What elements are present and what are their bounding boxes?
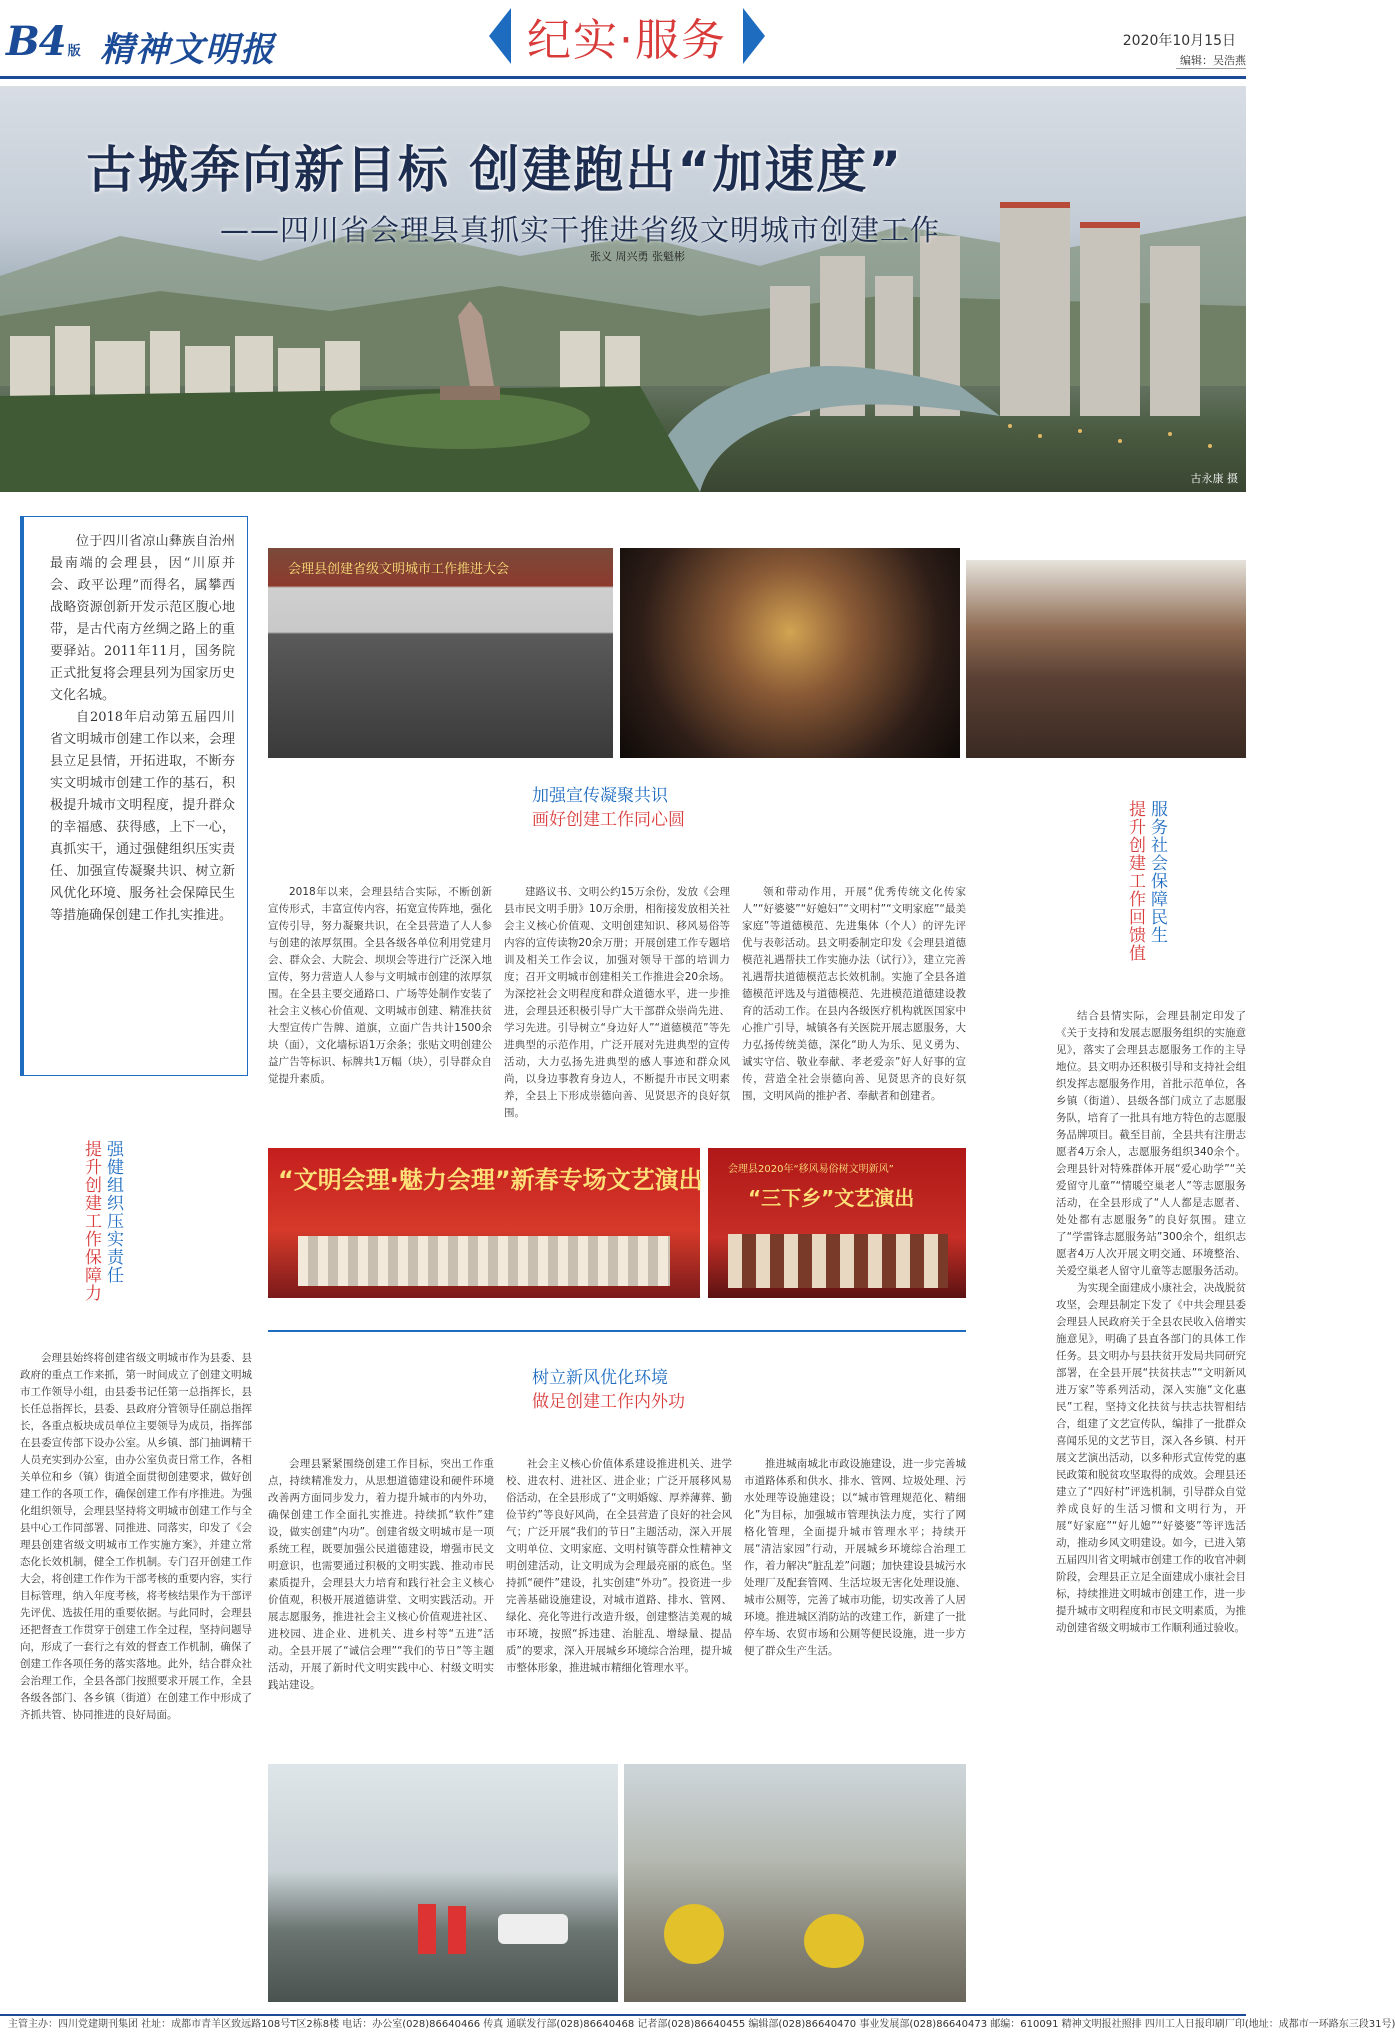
right-banner-subtitle: 会理县2020年“移风易俗树文明新风” — [728, 1164, 894, 1175]
intro-text — [50, 531, 235, 927]
right-banner-title: “三下乡”文艺演出 — [748, 1186, 915, 1210]
intro-box — [20, 516, 248, 1076]
column-text: 推进城南城北市政设施建设，进一步完善城市道路体系和供水、排水、管网、垃圾处理、污水处理等设施建设；以“城市管理规范化、精细化”为目标，加强城市管理执法力度，实行了网格化管理，全面提升城市管理水平；持续开展“清洁家园”行动，开展城乡环境综合治理工作，着力解决“脏乱差”问题；加快建设县城污水处理厂及配套管网、生活垃圾无害化处理设施、城市公厕等，完善了城市功能，切实改善了人居环境。推进城区消防站的改建工作，新建了一批停车场、农贸市场和公厕等便民设施，进一步方便了群众生产生活。 — [744, 1458, 966, 1657]
propaganda-column-1 — [268, 884, 492, 1146]
column-text: 领和带动作用，开展“优秀传统文化传家人”“好婆婆”“好媳妇”“文明村”“文明家庭”“最美家庭”等道德模范、先进集体（个人）的评先评优与表彰活动。县文明委制定印发《会理县道德模范礼遇帮扶工作实施办法（试行）》，建立完善礼遇帮扶道德模范志长效机制。实施了全县各道德模范评选及与道德模范、先进模范道德建设教育的活动工作。在县内各级医疗机构就医国家中心推广引导，城镇各有关医院开展志愿服务，大力弘扬传统美德，深化“助人为乐、见义勇为、诚实守信、敬业奉献、孝老爱亲”好人好事的宣传，营造全社会崇德向善、见贤思齐的良好氛围，文明风尚的推护者、奉献者和创建者。 — [742, 886, 966, 1102]
page-headline: 古城奔向新目标 创建跑出“加速度” — [86, 141, 904, 199]
page-header — [0, 0, 1246, 80]
section-label: 纪实·服务 — [527, 15, 727, 66]
lion-dance-photo — [624, 1764, 966, 2002]
performers-row — [728, 1234, 948, 1288]
meeting-banner-text: 会理县创建省级文明城市工作推进大会 — [288, 562, 510, 577]
column-text: 社会主义核心价值体系建设推进机关、进学校、进农村、进社区、进企业；广泛开展移风易俗活动，在全县形成了“文明婚嫁、厚养薄葬、勤俭节约”等良好风尚，在全县营造了良好的社会风气；广泛开展“我们的节日”主题活动，深入开展文明单位、文明家庭、文明村镇等群众性精神文明创建活动，让文明成为会理最亮丽的底色。坚持抓“硬件”建设，扎实创建“外功”。投资进一步完善基础设施建设，对城市道路、排水、管网、绿化、亮化等进行改造升级，创建整洁美观的城市环境，按照“拆违建、治脏乱、增绿量、提品质”的要求，深入开展城乡环境综合治理，提升城市整体形象，推进城市精细化管理水平。 — [506, 1458, 732, 1674]
intro-paragraph: 自2018年启动第五届四川省文明城市创建工作以来，会理县立足县情，开拓进取，不断夯实文明城市创建工作的基石，积极提升城市文明程度，提升群众的幸福感、获得感，上下一心，真抓实干，通过强健组织压实责任、加强宣传凝聚共识、树立新风优化环境、服务社会保障民生等措施确保创建工作扎实推进。 — [50, 710, 235, 923]
volunteer-figure — [418, 1904, 436, 1954]
service-vertical-heading — [1124, 800, 1168, 1000]
organization-column-2 — [268, 1456, 494, 1756]
issue-date: 2020年10月15日 — [1122, 33, 1236, 49]
car-shape — [498, 1914, 568, 1944]
chevron-left-icon — [489, 8, 511, 64]
organization-column-3 — [506, 1456, 732, 1756]
section-divider — [268, 1330, 966, 1332]
lion-dancer-shape — [664, 1904, 724, 1964]
service-vhead-line1: 服务社会保障民生 — [1147, 800, 1167, 944]
propaganda-head-line1: 加强宣传凝聚共识 — [532, 786, 668, 806]
newspaper-name: 精神文明报 — [100, 30, 275, 70]
meeting-photo — [268, 548, 613, 758]
column-text: 2018年以来，会理县结合实际，不断创新宣传形式，丰富宣传内容，拓宽宣传阵地，强化宣传引导，努力凝聚共识，在全县营造了人人参与创建的浓厚氛围。全县各级各单位利用党建月会、群众会、大院会、坝坝会等进行广泛深入地宣传，努力营造人人参与文明城市创建的浓厚氛围。在全县主要交通路口、广场等处制作安装了社会主义核心价值观、文明城市创建、精准扶贫大型宣传广告牌、道旗，立面广告共计1500余块（面），文化墙标语1万余条；张贴文明创建公益广告等标识、标牌共1万幅（块），引导群众自觉提升素质。 — [268, 886, 492, 1085]
propaganda-head-line2: 画好创建工作同心圆 — [532, 810, 685, 830]
environment-head-line1: 树立新风优化环境 — [532, 1368, 668, 1388]
propaganda-subhead — [532, 784, 685, 832]
lion-dancer-shape — [804, 1914, 864, 1968]
page-subheadline: ——四川省会理县真抓实干推进省级文明城市创建工作 — [220, 213, 941, 247]
organization-vhead-line1: 强健组织压实责任 — [103, 1140, 123, 1284]
column-text: 会理县紧紧围绕创建工作目标，突出工作重点，持续精准发力，从思想道德建设和硬件环境改善两方面同步发力，着力提升城市的内外功，确保创建工作全面扎实推进。持续抓“软件”建设，做实创建“内功”。创建省级文明城市是一项系统工程，既要加强公民道德建设，增强市民文明意识，也需要通过积极的文明实践、推动市民素质提升，会理县大力培育和践行社会主义核心价值观，积极开展道德讲堂、文明实践活动。开展志愿服务，推进社会主义核心价值观进社区、进校园、进企业、进机关、进乡村等“五进”活动。全县开展了“诚信会理”“我们的节日”等主题活动，开展了新时代文明实践中心、村级文明实践站建设。 — [268, 1458, 494, 1691]
performers-row — [298, 1236, 670, 1286]
countryside-performance-photo — [708, 1148, 966, 1298]
intro-paragraph: 位于四川省凉山彝族自治州最南端的会理县，因“川原并会、政平讼理”而得名，属攀西战略资源创新开发示范区腹心地带，是古代南方丝绸之路上的重要驿站。2011年11月，国务院正式批复将会理县列为国家历史文化名城。 — [50, 534, 235, 703]
hero-photo — [0, 86, 1246, 492]
propaganda-column-3 — [742, 884, 966, 1146]
left-banner-title: “文明会理·魅力会理”新春专场文艺演出 — [278, 1166, 703, 1194]
page-number: B4 版 — [6, 18, 80, 65]
organization-vhead-line2: 提升创建工作保障力 — [81, 1140, 101, 1302]
service-column-1 — [1056, 1008, 1246, 2008]
volunteer-figure — [448, 1906, 466, 1954]
service-vhead-line2: 提升创建工作回馈值 — [1125, 800, 1145, 962]
column-text: 为实现全面建成小康社会，决战脱贫攻坚，会理县制定下发了《中共会理县委会理县人民政府关于全县农民收入倍增实施意见》，明确了县直各部门的具体工作任务。县文明办与县扶贫开发局共同研究部署，在全县开展“扶贫扶志”“文明新风进万家”等系列活动，深入实施“文化惠民”工程，坚持文化扶贫与扶志扶智相结合，组建了文艺宣传队，编排了一批群众喜闻乐见的文艺节目，深入各乡镇、村开展文艺演出活动，以多种形式宣传党的惠民政策和脱贫攻坚取得的成效。会理县还建立了“四好村”评选机制，引导群众自觉养成良好的生活习惯和文明行为，开展“好家庭”“好儿媳”“好婆婆”等评选活动，推动乡风文明建设。如今，已进入第五届四川省文明城市创建工作的收官冲刺阶段，会理县正立足全面建成小康社会目标，持续推进文明城市创建工作，进一步提升城市文明程度和市民文明素质，为推动创建省级文明城市工作顺利通过验收。 — [1056, 1282, 1246, 1634]
environment-head-line2: 做足创建工作内外功 — [532, 1392, 685, 1412]
organization-column-4 — [744, 1456, 966, 1756]
column-text: 会理县始终将创建省级文明城市作为县委、县政府的重点工作来抓，第一时间成立了创建文明城市工作领导小组，由县委书记任第一总指挥长，县长任总指挥长，县委、县政府分管领导任副总指挥长，各重点板块成员单位主要领导为成员，指挥部在县委宣传部下设办公室。从乡镇、部门抽调精干人员充实到办公室，由办公室负责日常工作，各相关单位和乡（镇）街道全面贯彻创建要求，做好创建工作的各项工作，确保创建工作有序推进。为强化组织领导，会理县坚持将文明城市创建工作与全县中心工作同部署、同推进、同落实，印发了《会理县创建省级文明城市工作实施方案》，并建立常态化长效机制，健全工作机制。专门召开创建工作大会，将创建工作作为干部考核的重要内容，实行目标管理，纳入年度考核，将考核结果作为干部评先评优、选拔任用的重要依据。与此同时，会理县还把督查工作贯穿于创建工作全过程，坚持问题导向，形成了一套行之有效的督查工作机制，确保了创建工作各项任务的落实落地。此外，结合群众社会治理工作，全县各部门按照要求开展工作，全县各级各部门、各乡镇（街道）在创建工作中形成了齐抓共管、协同推进的良好局面。 — [20, 1352, 252, 1721]
section-title — [467, 6, 787, 66]
organization-column-1 — [20, 1350, 252, 2010]
column-text: 建路议书、文明公约15万余份，发放《会理县市民文明手册》10万余册，相衔接发放相关社会主义核心价值观、文明创建知识、移风易俗等内容的宣传读物20余万册；开展创建工作专题培训及相关工作会议，加强对领导干部的培训力度；召开文明城市创建相关工作推进会20余场。为深挖社会文明程度和群众道德水平，进一步推进，会理县还积极引导广大干部群众崇尚先进、学习先进。引导树立“身边好人”“道德模范”等先进典型的示范作用，广泛开展对先进典型的宣传活动，大力弘扬先进典型的感人事迹和群众风尚，以身边事教育身边人，不断提升市民文明素养，全县上下形成崇德向善、见贤思齐的良好氛围。 — [504, 886, 730, 1119]
page-footer: 主管主办：四川党建期刊集团 社址：成都市青羊区致远路108号T区2栋8楼 电话：办公室(028)86640466 传真 通联发行部(028)86640468 记者部(028)86640455 编辑部(028)86640470 事业发展部(028)86640473 邮编：610091 精神文明报社照排 四川工人日报印刷厂印(地址：成都市一环路东三段31号) — [0, 2014, 1246, 2034]
new-year-performance-photo — [268, 1148, 703, 1298]
organization-vertical-heading — [80, 1140, 124, 1340]
festival-crowd-photo — [966, 560, 1246, 758]
street-volunteers-photo — [268, 1764, 618, 2002]
environment-subhead — [532, 1366, 685, 1414]
author-byline: 张义 周兴勇 张魁彬 — [590, 250, 685, 263]
column-text: 结合县情实际，会理县制定印发了《关于支持和发展志愿服务组织的实施意见》，落实了会理县志愿服务工作的主导地位。县文明办还积极引导和支持社会组织发挥志愿服务作用，首批示范单位，各乡镇（街道）、县级各部门成立了志愿服务队，培育了一批具有地方特色的志愿服务品牌项目。截至目前，全县共有注册志愿者4万余人，志愿服务组织340余个。会理县针对特殊群体开展“爱心助学”“关爱留守儿童”“情暖空巢老人”等志愿服务活动，在全县形成了“人人都是志愿者、处处都有志愿服务”的良好氛围。建立了“学雷锋志愿服务站”300余个，组织志愿者4万人次开展文明交通、环境整治、关爱空巢老人留守儿童等志愿服务活动。 — [1056, 1010, 1246, 1277]
header-rule — [0, 76, 1246, 79]
night-performance-photo — [620, 548, 960, 758]
propaganda-column-2 — [504, 884, 730, 1146]
editor-credit: 编辑：吴浩燕 — [1176, 52, 1246, 69]
chevron-right-icon — [743, 8, 765, 64]
photo-credit: 古永康 摄 — [1190, 472, 1238, 485]
